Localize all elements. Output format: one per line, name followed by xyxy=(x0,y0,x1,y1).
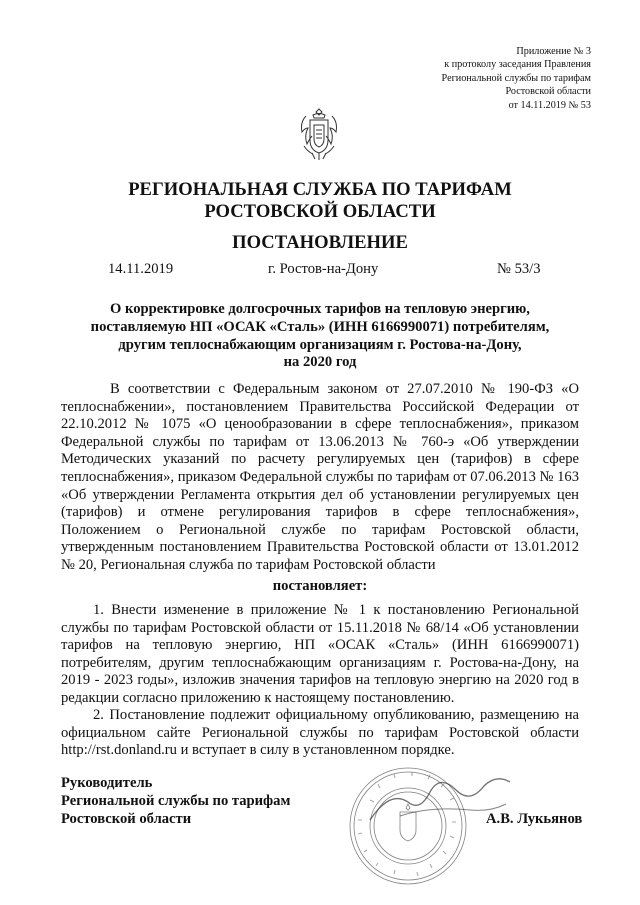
signature-block xyxy=(61,775,290,828)
signatory-title-line: Региональной службы по тарифам xyxy=(61,792,291,809)
document-subject xyxy=(60,301,580,372)
subject-line: поставляемую НП «ОСАК «Сталь» (ИНН 6166990071) потребителям, xyxy=(90,318,550,335)
document-number: № 53/3 xyxy=(497,261,541,277)
subject-line: другим теплоснабжающим организациям г. Ростова-на-Дону, xyxy=(118,336,522,353)
preamble-paragraph: В соответствии с Федеральным законом от 27.07.2010 № 190-ФЗ «О теплоснабжении», постановлением Правительства Российской Федерации от 22.10.2012 № 1075 «О ценообразовании в сфере теплоснабжения», приказом Федеральной службы по тарифам от 13.06.2013 № 760-э «Об утверждении Методических указаний по расчету регулируемых цен (тарифов) в сфере теплоснабжения», приказом Федеральной службы по тарифам от 07.06.2013 № 163 «Об утверждении Регламента открытия дел об установлении регулируемых цен (тарифов) и отмене регулирования тарифов в сфере теплоснабжения», Положением о Региональной службе по тарифам Ростовской области, утвержденным постановлением Правительства Ростовской области от 13.01.2012 № 20, Региональная служба по тарифам Ростовской области xyxy=(61,381,579,573)
handwritten-signature-icon xyxy=(360,760,520,840)
annex-note xyxy=(442,45,591,112)
document-city: г. Ростов-на-Дону xyxy=(268,261,379,277)
annex-line: Ростовской области xyxy=(505,86,591,98)
document-type: ПОСТАНОВЛЕНИЕ xyxy=(232,232,408,253)
annex-line: Региональной службы по тарифам xyxy=(441,72,591,84)
signatory-title-line: Ростовской области xyxy=(61,810,192,827)
org-title-line: РОСТОВСКОЙ ОБЛАСТИ xyxy=(204,201,436,222)
resolves-heading: постановляет: xyxy=(272,578,368,594)
org-title-line: РЕГИОНАЛЬНАЯ СЛУЖБА ПО ТАРИФАМ xyxy=(128,179,512,200)
organization-title xyxy=(0,179,640,223)
document-date: 14.11.2019 xyxy=(108,261,174,277)
subject-line: О корректировке долгосрочных тарифов на тепловую энергию, xyxy=(110,301,530,317)
item-2-paragraph: 2. Постановление подлежит официальному опубликованию, размещению на официальном сайте Региональной службы по тарифам Ростовской области http://rst.donland.ru и вступает в силу в установленном порядке. xyxy=(61,707,579,759)
subject-line: на 2020 год xyxy=(283,354,357,371)
signatory-name: А.В. Лукьянов xyxy=(486,811,583,827)
signatory-title-line: Руководитель xyxy=(61,775,153,791)
coat-of-arms-icon xyxy=(296,106,342,162)
item-1-paragraph: 1. Внести изменение в приложение № 1 к постановлению Региональной службы по тарифам Ростовской области от 15.11.2018 № 68/14 «Об установлении тарифов на тепловую энергию, НП «ОСАК «Сталь» (ИНН 6166990071) потребителям, другим теплоснабжающим организациям г. Ростова-на-Дону, на 2019 - 2023 годы», изложив значения тарифов на тепловую энергию на 2020 год в редакции согласно приложению к настоящему постановлению. xyxy=(61,602,579,706)
annex-line: от 14.11.2019 № 53 xyxy=(508,99,591,111)
annex-line: Приложение № 3 xyxy=(516,46,591,57)
annex-line: к протоколу заседания Правления xyxy=(444,59,591,71)
